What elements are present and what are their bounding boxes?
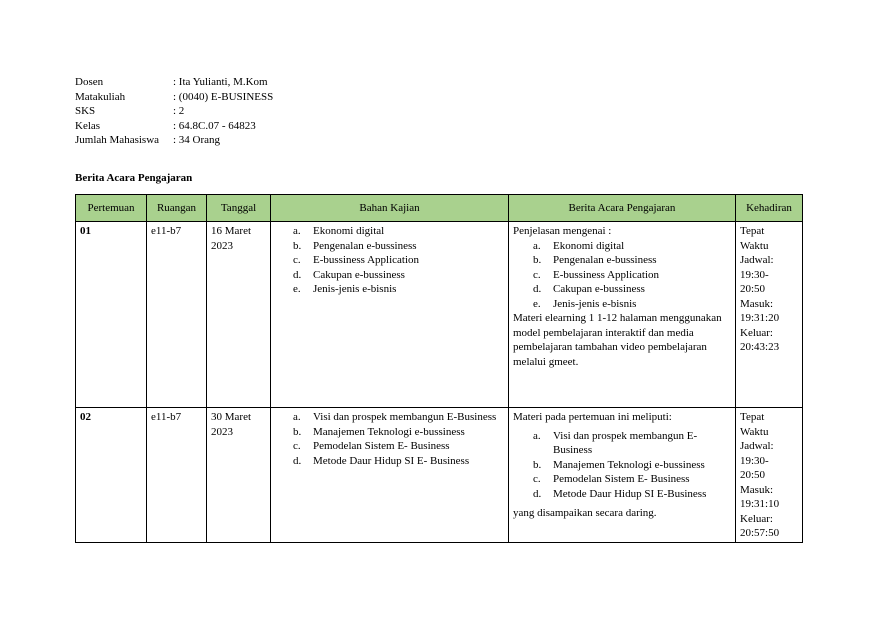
berita-outro: yang disampaikan secara daring. xyxy=(513,507,657,519)
list-text: E-bussiness Application xyxy=(313,254,420,266)
teaching-report-table xyxy=(75,194,803,543)
cell-tanggal: 30 Maret 2023 xyxy=(207,408,271,543)
info-label: Jumlah Mahasiswa xyxy=(75,134,160,146)
info-label: Kelas xyxy=(75,119,101,132)
info-value: : 34 Orang xyxy=(173,134,221,146)
list-text: Visi dan prospek membangun E-Business xyxy=(313,411,497,423)
list-marker: b. xyxy=(293,425,302,438)
section-title: Berita Acara Pengajaran xyxy=(75,172,193,184)
table-row xyxy=(76,408,803,543)
list-text: Metode Daur Hidup SI E- Business xyxy=(313,454,470,467)
list-item xyxy=(293,410,504,425)
kehadiran-line: 20:50 xyxy=(740,283,766,295)
list-text: Cakupan e-bussiness xyxy=(313,268,405,281)
list-item xyxy=(533,297,731,312)
cell-berita-acara xyxy=(509,408,736,543)
cell-ruangan: e11-b7 xyxy=(147,408,207,543)
kehadiran-line: Masuk: xyxy=(740,483,773,496)
list-item xyxy=(533,429,731,458)
info-label: SKS xyxy=(75,105,96,117)
kehadiran-line: Jadwal: xyxy=(740,440,774,452)
course-info xyxy=(75,75,273,148)
cell-pertemuan: 02 xyxy=(76,408,147,543)
list-text: Visi dan prospek membangun E-Business xyxy=(553,429,698,456)
list-text: Pengenalan e-bussiness xyxy=(553,254,657,266)
list-marker: c. xyxy=(293,254,301,266)
header-pertemuan: Pertemuan xyxy=(76,195,147,222)
kehadiran-line: Keluar: xyxy=(740,512,773,525)
info-row-kelas xyxy=(75,119,273,134)
list-text: Ekonomi digital xyxy=(553,239,625,252)
info-value: : Ita Yulianti, M.Kom xyxy=(173,76,268,88)
header-berita-acara: Berita Acara Pengajaran xyxy=(509,195,736,222)
list-text: Metode Daur Hidup SI E-Business xyxy=(553,487,707,500)
list-text: Jenis-jenis e-bisnis xyxy=(553,297,637,310)
list-text: Pengenalan e-bussiness xyxy=(313,239,417,252)
kehadiran-line: 20:50 xyxy=(740,469,766,481)
cell-bahan-kajian xyxy=(271,408,509,543)
header-ruangan: Ruangan xyxy=(147,195,207,222)
list-item xyxy=(533,239,731,254)
berita-intro: Penjelasan mengenai : xyxy=(513,225,612,237)
info-label: Dosen xyxy=(75,76,104,88)
list-item xyxy=(533,487,731,502)
list-item xyxy=(533,458,731,473)
header-kehadiran: Kehadiran xyxy=(736,195,803,222)
list-marker: d. xyxy=(533,487,542,500)
cell-bahan-kajian xyxy=(271,222,509,408)
list-item xyxy=(293,224,504,239)
list-text: Manajemen Teknologi e-bussiness xyxy=(553,458,705,471)
list-text: E-bussiness Application xyxy=(553,268,660,281)
info-value: : 2 xyxy=(173,105,185,117)
kehadiran-line: Tepat xyxy=(740,411,765,423)
berita-outro: Materi elearning 1 1-12 halaman menggunakan model pembelajaran interaktif dan media pembelajaran tambahan video pembelajaran melalui gmeet. xyxy=(513,312,722,368)
info-value: : (0040) E-BUSINESS xyxy=(173,90,274,103)
list-marker: e. xyxy=(293,283,301,295)
cell-ruangan: e11-b7 xyxy=(147,222,207,408)
berita-list xyxy=(513,239,731,312)
list-marker: d. xyxy=(293,454,302,467)
kehadiran-line: 19:30- xyxy=(740,454,769,467)
list-text: Pemodelan Sistem E- Business xyxy=(313,440,450,452)
header-bahan-kajian: Bahan Kajian xyxy=(271,195,509,222)
berita-intro: Materi pada pertemuan ini meliputi: xyxy=(513,411,672,423)
cell-berita-acara xyxy=(509,222,736,408)
list-marker: a. xyxy=(293,411,301,423)
list-marker: c. xyxy=(533,268,541,281)
info-row-sks xyxy=(75,104,273,119)
list-marker: a. xyxy=(533,239,541,252)
cell-pertemuan: 01 xyxy=(76,222,147,408)
kehadiran-line: Tepat xyxy=(740,225,765,237)
list-item xyxy=(533,282,731,297)
list-item xyxy=(293,239,504,254)
info-value: : 64.8C.07 - 64823 xyxy=(173,119,256,132)
cell-kehadiran xyxy=(736,222,803,408)
list-marker: c. xyxy=(533,473,541,485)
list-marker: e. xyxy=(533,297,541,310)
list-item xyxy=(293,253,504,268)
kehadiran-line: 19:30- xyxy=(740,268,769,281)
kehadiran-line: 19:31:20 xyxy=(740,312,780,324)
bahan-list xyxy=(275,224,504,297)
kehadiran-line: Masuk: xyxy=(740,297,773,310)
list-text: Pemodelan Sistem E- Business xyxy=(553,473,690,485)
list-item xyxy=(293,268,504,283)
header-tanggal: Tanggal xyxy=(207,195,271,222)
list-marker: b. xyxy=(533,458,542,471)
list-text: Ekonomi digital xyxy=(313,225,385,237)
list-item xyxy=(293,425,504,440)
list-marker: d. xyxy=(293,268,302,281)
list-text: Jenis-jenis e-bisnis xyxy=(313,283,397,295)
info-label: Matakuliah xyxy=(75,90,126,103)
list-marker: d. xyxy=(533,283,542,295)
list-text: Manajemen Teknologi e-bussiness xyxy=(313,425,465,438)
info-row-jumlah-mahasiswa xyxy=(75,133,273,148)
list-item xyxy=(293,282,504,297)
kehadiran-line: 19:31:10 xyxy=(740,498,780,510)
kehadiran-line: Waktu xyxy=(740,425,769,438)
list-marker: b. xyxy=(293,239,302,252)
kehadiran-line: Jadwal: xyxy=(740,254,774,266)
info-row-dosen xyxy=(75,75,273,90)
list-item xyxy=(293,439,504,454)
kehadiran-line: 20:43:23 xyxy=(740,341,780,353)
list-marker: b. xyxy=(533,254,542,266)
cell-kehadiran xyxy=(736,408,803,543)
list-marker: a. xyxy=(533,429,541,442)
table-header-row xyxy=(76,195,803,222)
kehadiran-line: Keluar: xyxy=(740,326,773,339)
info-row-matakuliah xyxy=(75,90,273,105)
list-item xyxy=(533,472,731,487)
list-item xyxy=(533,253,731,268)
cell-tanggal: 16 Maret 2023 xyxy=(207,222,271,408)
berita-list xyxy=(513,429,731,502)
bahan-list xyxy=(275,410,504,468)
list-item xyxy=(293,454,504,469)
list-marker: a. xyxy=(293,225,301,237)
list-text: Cakupan e-bussiness xyxy=(553,283,645,295)
kehadiran-line: Waktu xyxy=(740,239,769,252)
table-row xyxy=(76,222,803,408)
kehadiran-line: 20:57:50 xyxy=(740,527,780,539)
list-marker: c. xyxy=(293,440,301,452)
list-item xyxy=(533,268,731,283)
